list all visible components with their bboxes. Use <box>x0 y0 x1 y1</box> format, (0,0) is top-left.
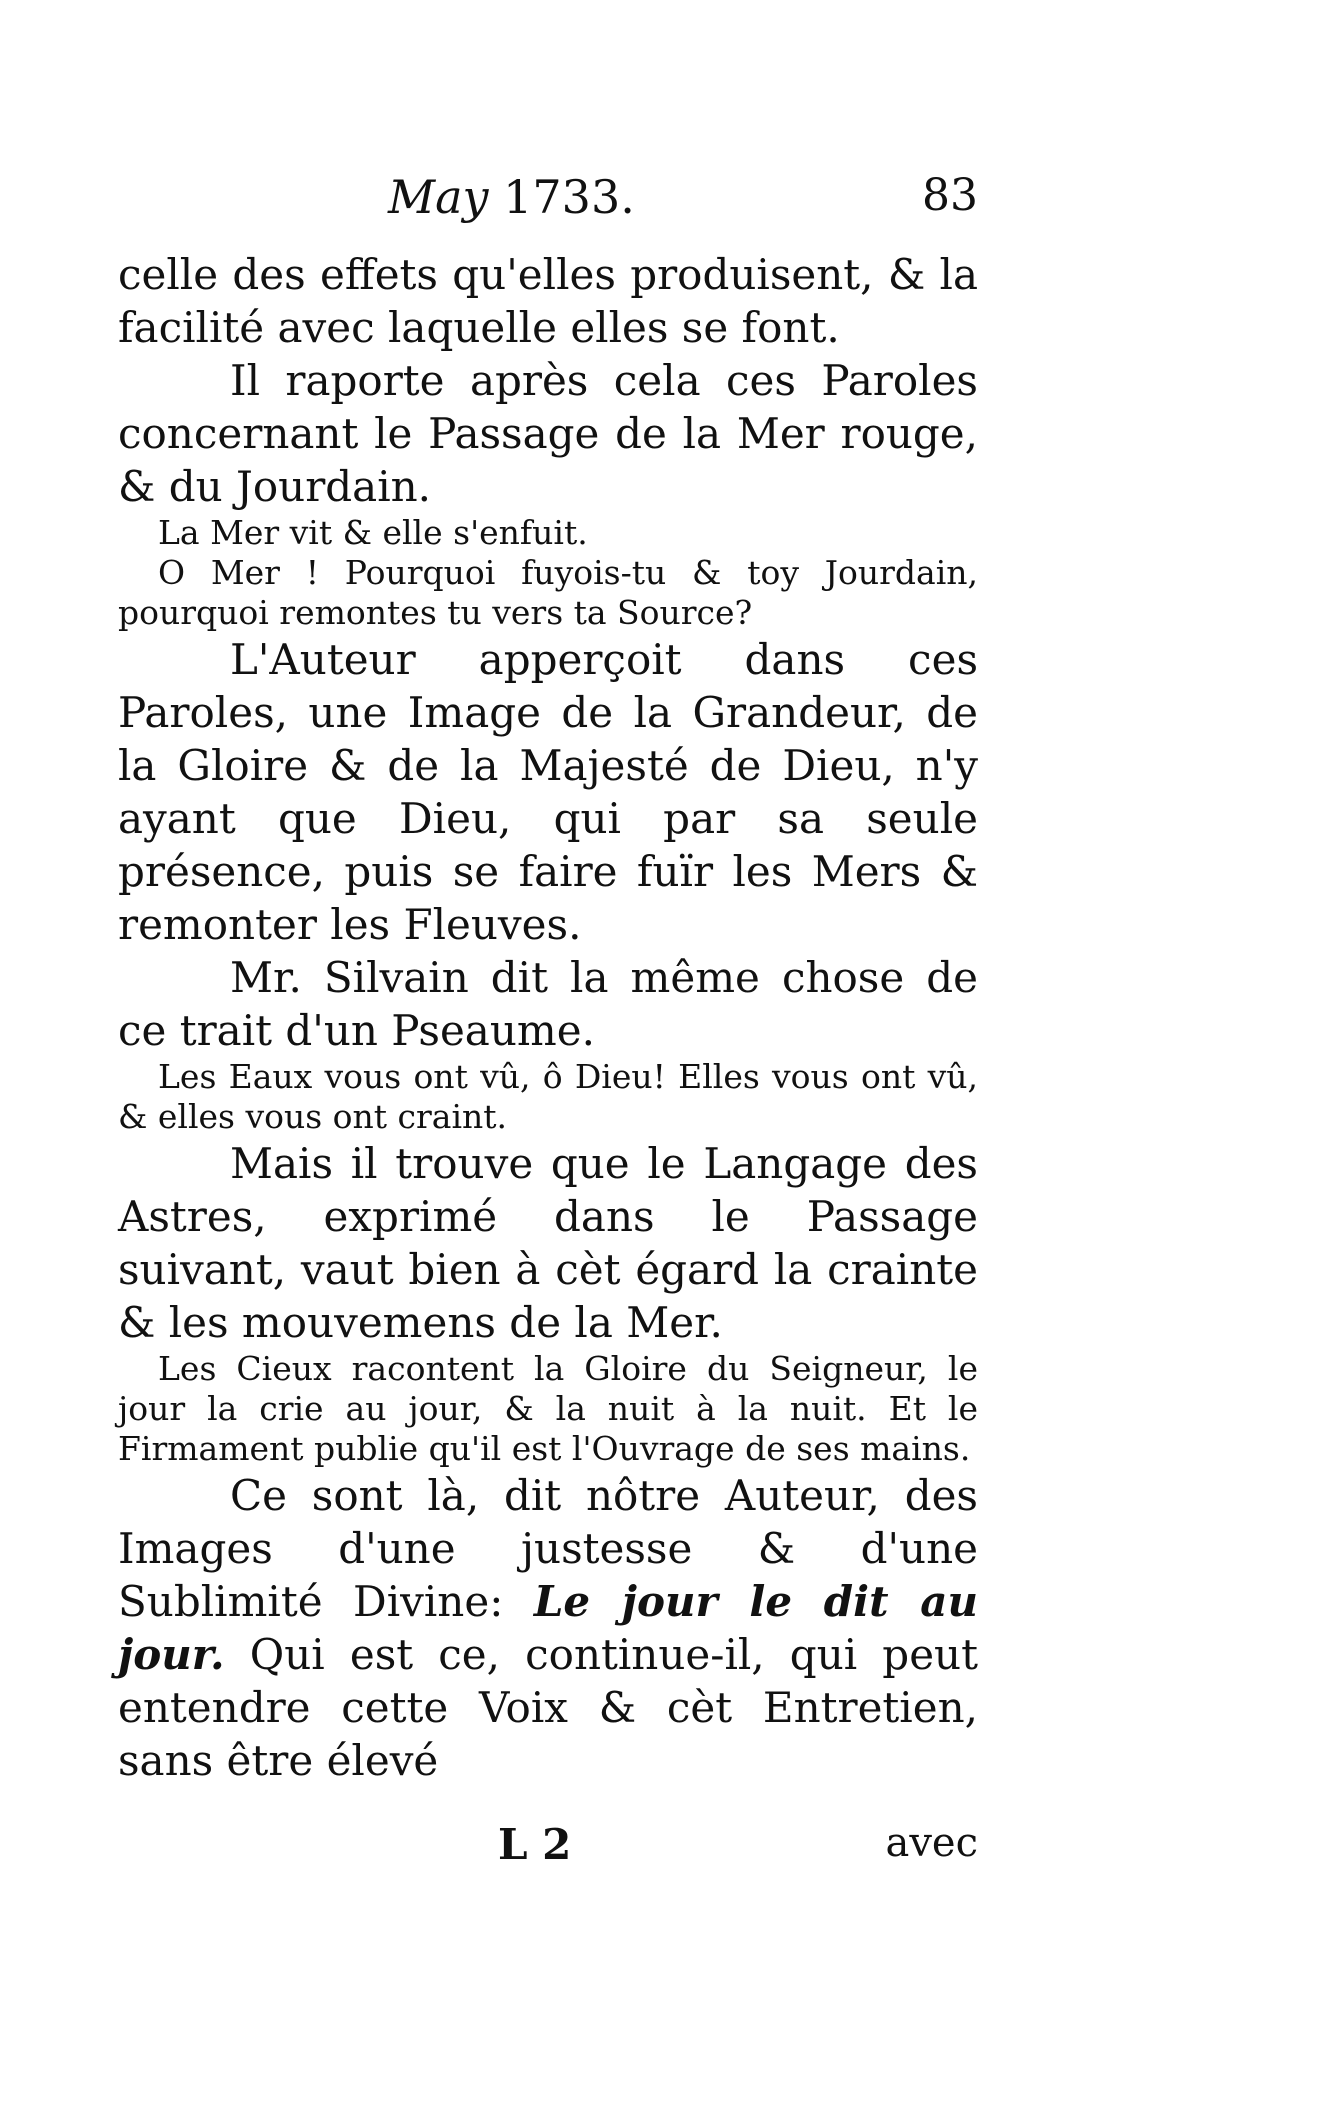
paragraph-6 <box>118 1469 978 1787</box>
paragraph-5: Mais il trouve que le Langage des Astres, exprimé dans le Passage suivant, vaut bien à cèt égard la crainte & les mouvemens de la Mer. <box>118 1139 978 1347</box>
page-number: 83 <box>922 170 978 221</box>
quotation-2: Les Eaux vous ont vû, ô Dieu! Elles vous ont vû, & elles vous ont craint. <box>118 1057 978 1136</box>
paragraph-3: L'Auteur apperçoit dans ces Paroles, une Image de la Grandeur, de la Gloire & de la Majesté de Dieu, n'y ayant que Dieu, qui par sa seule présence, puis se faire fuïr les Mers & remonter les Fleuves. <box>118 635 978 949</box>
paragraph-6-end: Qui est ce, continue-il, qui peut entendre cette Voix & cèt Entretien, sans être élevé <box>118 1630 978 1785</box>
catchword: avec <box>885 1820 978 1866</box>
running-head-year: 1733. <box>503 170 635 224</box>
running-head <box>388 170 635 224</box>
paragraph-6-italic-quote: Le jour le dit au jour. <box>118 1577 978 1679</box>
paragraph-2: Il raporte après cela ces Paroles concernant le Passage de la Mer rouge, & du Jourdain. <box>118 356 978 511</box>
signature-mark: L 2 <box>498 1820 572 1869</box>
paragraph-4: Mr. Silvain dit la même chose de ce trait d'un Pseaume. <box>118 953 978 1055</box>
page-footer <box>118 1820 978 1880</box>
quotation-1a: La Mer vit & elle s'enfuit. <box>158 513 588 552</box>
running-head-month: May <box>388 170 489 224</box>
page-body <box>118 248 978 1787</box>
quotation-3: Les Cieux racontent la Gloire du Seigneur, le jour la crie au jour, & la nuit à la nuit. Et le Firmament publie qu'il est l'Ouvrage de ses mains. <box>118 1349 978 1468</box>
quotation-1b: O Mer ! Pourquoi fuyois-tu & toy Jourdain, pourquoi remontes tu vers ta Source? <box>118 553 978 632</box>
book-page <box>118 0 978 2104</box>
paragraph-1: celle des effets qu'elles produisent, & la facilité avec laquelle elles se font. <box>118 250 978 352</box>
paragraph-6-start: Ce sont là, dit nôtre Auteur, des Images d'une justesse & d'une Sublimité Divine: <box>118 1471 978 1626</box>
page-header <box>118 170 978 230</box>
